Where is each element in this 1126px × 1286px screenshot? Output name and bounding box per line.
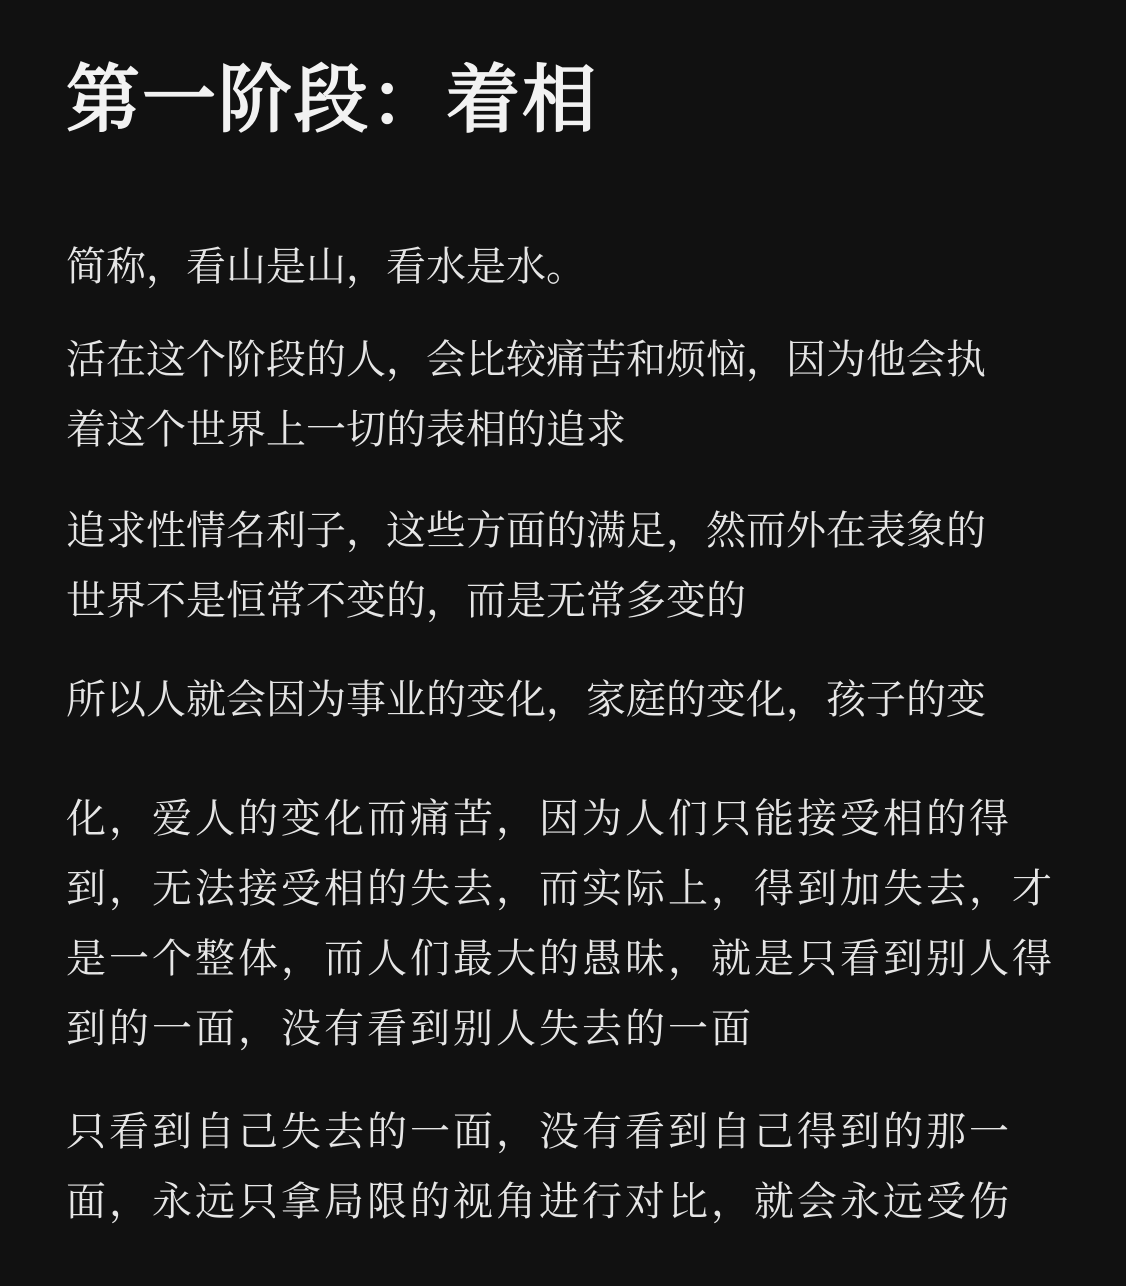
- paragraph-line: 着这个世界上一切的表相的追求: [66, 407, 626, 453]
- paragraph-line: 追求性情名利子，这些方面的满足，然而外在表象的: [66, 508, 986, 554]
- paragraph-line: 世界不是恒常不变的，而是无常多变的: [66, 578, 746, 624]
- paragraph-5: [66, 784, 1066, 1064]
- paragraph-4: [66, 665, 1066, 735]
- article-title: 第一阶段：着相: [66, 57, 598, 143]
- paragraph-line: 到的一面，没有看到别人失去的一面: [66, 1006, 754, 1052]
- paragraph-line: 是一个整体，而人们最大的愚昧，就是只看到别人得: [66, 936, 1055, 982]
- paragraph-line: 化，爱人的变化而痛苦，因为人们只能接受相的得: [66, 796, 1012, 842]
- paragraph-line: 简称，看山是山，看水是水。: [66, 244, 586, 290]
- paragraph-3: [66, 496, 1066, 636]
- paragraph-line: 面，永远只拿局限的视角进行对比，就会永远受伤: [66, 1179, 1012, 1225]
- paragraph-line: 活在这个阶段的人，会比较痛苦和烦恼，因为他会执: [66, 337, 986, 383]
- paragraph-line: 所以人就会因为事业的变化，家庭的变化，孩子的变: [66, 677, 986, 723]
- paragraph-line: 只看到自己失去的一面，没有看到自己得到的那一: [66, 1109, 1012, 1155]
- paragraph-6: [66, 1097, 1066, 1237]
- paragraph-line: 到，无法接受相的失去，而实际上，得到加失去，才: [66, 866, 1055, 912]
- paragraph-2: [66, 325, 1066, 465]
- paragraph-1: [66, 232, 1066, 302]
